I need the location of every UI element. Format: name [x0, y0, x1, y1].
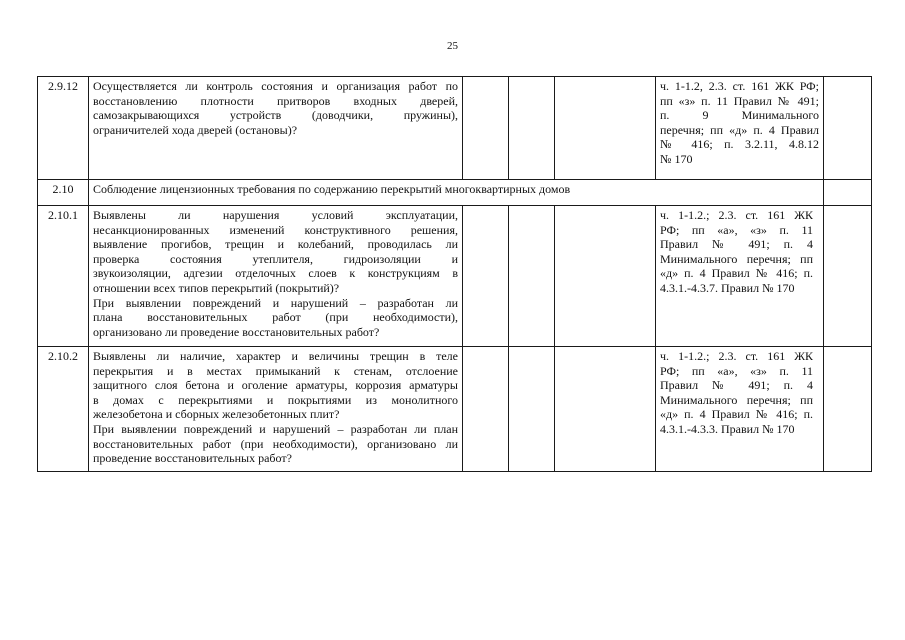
answer-yes-cell [463, 206, 509, 347]
reference-line: № 416; п. 3.2.11, 4.8.12 [660, 137, 819, 152]
section-title: Соблюдение лицензионных требования по содержанию перекрытий многоквартирных домов [89, 180, 824, 206]
reference-line: № 170 [660, 151, 693, 166]
reference-line: Минимального перечня; пп [660, 251, 813, 266]
reference-line: РФ; пп «а», «з» п. 11 [660, 363, 813, 378]
question-line: Осуществляется ли контроль состояния и организация работ по [93, 79, 458, 93]
question-line: звукоизоляции, адгезии отделочных слоев к конструкциям в [93, 266, 458, 281]
notes-cell [824, 206, 872, 347]
question-line: организовано ли проведение восстановительных работ? [93, 324, 380, 339]
reference-cell [656, 77, 824, 180]
reference-line: «д» п. 4 Правил № 416; п. [660, 266, 813, 281]
question-line: самозакрывающихся устройств (доводчики, пружины), [93, 108, 458, 123]
question-line: железобетона и сборных железобетонных плит? [93, 407, 340, 422]
answer-no-cell [509, 206, 555, 347]
notes-cell [824, 77, 872, 180]
question-cell [89, 206, 463, 347]
question-line: ограничителей хода дверей (остановы)? [93, 122, 298, 137]
question-cell [89, 347, 463, 472]
answer-yes-cell [463, 347, 509, 472]
reference-line: Правил № 491; п. 4 [660, 237, 813, 252]
section-row [38, 180, 872, 206]
reference-line: Минимального перечня; пп [660, 392, 813, 407]
question-line: перекрытия и в местах примыканий к стенам, отслоение [93, 363, 458, 378]
item-number: 2.10.1 [38, 206, 89, 347]
question-cell [89, 77, 463, 180]
table-row [38, 77, 872, 180]
page-number: 25 [447, 40, 458, 52]
question-line: Выявлены ли наличие, характер и величины трещин в теле [93, 349, 458, 363]
answer-na-cell [555, 206, 656, 347]
question-line: восстановлению плотности притворов входных дверей, [93, 93, 458, 108]
reference-cell [656, 347, 824, 472]
question-line: защитного слоя бетона и оголение арматуры, коррозия арматуры [93, 378, 458, 393]
reference-line: пп «з» п. 11 Правил № 491; [660, 93, 819, 108]
item-number: 2.9.12 [38, 77, 89, 180]
question-line: проверка состояния утеплителя, гидроизоляции и [93, 251, 458, 266]
reference-line: Правил № 491; п. 4 [660, 378, 813, 393]
question-line: плана восстановительных работ (при необходимости), [93, 310, 458, 325]
question-line: Выявлены ли нарушения условий эксплуатации, [93, 208, 458, 222]
question-line: При выявлении повреждений и нарушений – разработан ли [93, 295, 458, 310]
section-number: 2.10 [38, 180, 89, 206]
item-number: 2.10.2 [38, 347, 89, 472]
reference-line: перечня; пп «д» п. 4 Правил [660, 122, 819, 137]
notes-cell [824, 180, 872, 206]
answer-na-cell [555, 347, 656, 472]
answer-no-cell [509, 347, 555, 472]
answer-yes-cell [463, 77, 509, 180]
question-line: в домах с перекрытиями и покрытиями из монолитного [93, 392, 458, 407]
notes-cell [824, 347, 872, 472]
reference-line: «д» п. 4 Правил № 416; п. [660, 407, 813, 422]
table-row [38, 347, 872, 472]
reference-cell [656, 206, 824, 347]
checklist-table [37, 76, 872, 472]
question-line: При выявлении повреждений и нарушений – разработан ли план [93, 421, 458, 436]
reference-line: 4.3.1.-4.3.7. Правил № 170 [660, 280, 795, 295]
reference-line: ч. 1-1.2.; 2.3. ст. 161 ЖК [660, 208, 813, 222]
reference-line: п. 9 Минимального [660, 108, 819, 123]
question-line: несанкционированных изменений конструктивного решения, [93, 222, 458, 237]
question-line: проведение восстановительных работ? [93, 451, 292, 466]
reference-line: 4.3.1.-4.3.3. Правил № 170 [660, 421, 795, 436]
question-line: восстановительных работ (при необходимости), организовано ли [93, 436, 458, 451]
answer-no-cell [509, 77, 555, 180]
reference-line: РФ; пп «а», «з» п. 11 [660, 222, 813, 237]
question-line: выявление прогибов, трещин и колебаний, проводилась ли [93, 237, 458, 252]
reference-line: ч. 1-1.2.; 2.3. ст. 161 ЖК [660, 349, 813, 363]
table-row [38, 206, 872, 347]
reference-line: ч. 1-1.2, 2.3. ст. 161 ЖК РФ; [660, 79, 819, 93]
question-line: отношении всех типов перекрытий (покрытий)? [93, 280, 340, 295]
answer-na-cell [555, 77, 656, 180]
